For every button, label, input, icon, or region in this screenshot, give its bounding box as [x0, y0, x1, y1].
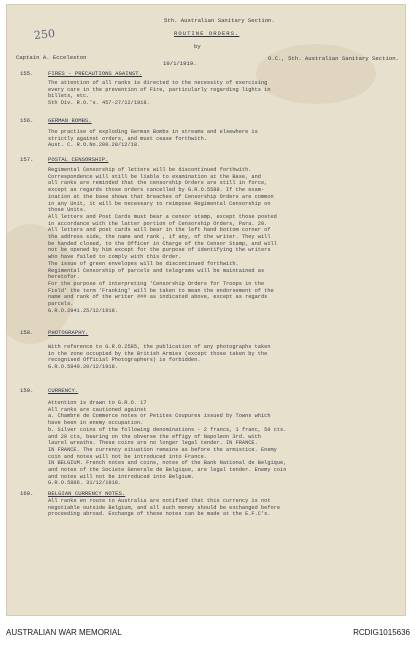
body-line: G.R.O.5840.20/12/1918.: [48, 364, 118, 371]
body-line: The attention of all ranks is directed to the necessity of exercising: [48, 80, 268, 86]
section-title: BELGIAN CURRENCY NOTES.: [48, 490, 126, 497]
body-line: Attention is drawn to G.R.O. 17: [48, 400, 147, 406]
body-line: All ranks are cautioned against: [48, 406, 147, 413]
body-line: all ranks are reminded that the censorship Orders are still in force,: [48, 180, 268, 187]
body-line: who have failed to comply with this Order.: [48, 254, 182, 261]
body-line: have been in enemy occupation.: [48, 420, 144, 427]
body-line: G.R.O.2941.25/12/1918.: [48, 307, 118, 314]
section-number: 159.: [20, 387, 34, 394]
section-number: 157.: [20, 156, 34, 163]
body-line: name and rank of the writer ### as indicated above, except as regards: [48, 294, 268, 301]
body-line: All ranks en route to Australia are notified that this currency is not: [48, 498, 271, 504]
body-line: in accordance with the latter portion of Censorship Orders, Para. 20.: [48, 220, 268, 227]
section-title: POSTAL CENSORSHIP.: [48, 156, 109, 163]
section-title: GERMAN BOMBS.: [48, 117, 92, 124]
body-line: proceeding abroad. Exchange of these notes can be made at the E.F.C's.: [48, 511, 271, 518]
body-line: Regimental Censorship of letters will be discontinued forthwith.: [48, 167, 252, 173]
body-line: recognised Official Photographers) is forbidden.: [48, 357, 201, 364]
body-line: not be opened by him except for the purpose of identifying the writers: [48, 247, 271, 254]
section-number: 158.: [20, 329, 34, 336]
body-line: IN BELGIUM. French notes and coins, notes of the Bank National de Belgique,: [48, 460, 287, 467]
section-body: [48, 167, 277, 314]
body-line: billets, etc.: [48, 93, 90, 100]
section-body: [48, 400, 286, 487]
body-line: heretofor.: [48, 274, 80, 281]
body-line: in any Unit, it will be necessary to reimpose Regimental Censorship on: [48, 200, 271, 207]
body-line: The practise of exploding German Bombs in streams and elsewhere is: [48, 129, 258, 135]
body-line: a. Chambre de Commerce notes or Petites Coupures issued by Towns which: [48, 413, 271, 420]
section-number: 156.: [20, 117, 34, 124]
body-line: Aust. C. R.O.No.200.28/12/18.: [48, 142, 141, 149]
archive-reference: RCDIG1015636: [353, 628, 410, 637]
section-title: PHOTOGRAPHY.: [48, 329, 89, 336]
body-line: every care in the prevention of Fire, particularly regarding lights in: [48, 86, 271, 93]
section-body: [48, 80, 271, 107]
body-line: those Units.: [48, 207, 87, 214]
body-line: laurel wreaths. These coins are no longer legal tender. IN FRANCE.: [48, 440, 258, 447]
order-date: 10/1/1919.: [163, 60, 197, 67]
paper-stain: [256, 44, 376, 104]
section-body: [48, 498, 280, 518]
archive-credit: AUSTRALIAN WAR MEMORIAL: [6, 628, 122, 637]
body-line: ination at the base shows that breaches of Censorship Orders are common: [48, 193, 274, 200]
section-number: 160.: [20, 490, 34, 497]
body-line: Correspondence will still be liable to examination at the Base, and: [48, 173, 261, 180]
body-line: in the zone occupied by the British Armies (except those taken by the: [48, 350, 268, 357]
body-line: except as regards those orders cancelled by G.R.O.5588. If the exam-: [48, 187, 265, 194]
section-number: 155.: [20, 70, 34, 77]
captain-name: Captain A. Ecceleston: [16, 54, 87, 61]
body-line: and 20 cts, bearing on the obverse the effigy of Napoleon 3rd. with: [48, 433, 261, 440]
body-line: All letters and post cards will bear in the left hand bottom corner of: [48, 227, 271, 234]
body-line: All letters and Post Cards must bear a censor stamp, except those posted: [48, 213, 277, 220]
by-label: by: [194, 43, 201, 50]
oc-signature-line: O.C., 5th. Australian Sanitary Section.: [268, 55, 399, 62]
body-line: be handed closed, to the Officer in Charge of the Censor Stamp, and will: [48, 240, 277, 247]
body-line: The issue of green envelopes will be discontinued forthwith.: [48, 260, 239, 267]
body-line: strictly against orders, and must cease forthwith.: [48, 135, 207, 142]
body-line: For the purpose of interpreting 'Censorship Orders for Troops in the: [48, 280, 265, 287]
body-line: Regimental Censorship of parcels and telegrams will be maintained as: [48, 267, 265, 274]
body-line: the address side, the name and rank , if any, of the writer. They will: [48, 234, 271, 241]
section-body: [48, 344, 271, 371]
document-page: [6, 4, 406, 616]
body-line: coin and notes will not be introduced into France.: [48, 453, 207, 460]
handwritten-folio-number: 250: [33, 26, 56, 43]
body-line: With reference to G.R.O.2585, the publication of any photographs taken: [48, 344, 271, 350]
section-body: [48, 129, 258, 149]
body-line: IN FRANCE. The currency situation remains as before the armistice. Enemy: [48, 446, 277, 453]
section-title: CURRENCY.: [48, 387, 79, 394]
section-title: FIRES - PRECAUTIONS AGAINST.: [48, 70, 142, 77]
body-line: negotiable outside Belgium, and all such money should be exchanged before: [48, 504, 281, 511]
body-line: 5th Div. R.O.'s. 457-27/12/1918.: [48, 100, 150, 107]
body-line: parcels.: [48, 301, 74, 308]
document-title: ROUTINE ORDERS.: [174, 30, 240, 37]
body-line: and notes will not be introduced into Belgium.: [48, 473, 195, 480]
body-line: b. Silver coins of the following denominations - 2 francs, 1 franc, 50 cts.: [48, 426, 287, 433]
unit-heading: 5th. Australian Sanitary Section.: [164, 17, 275, 24]
body-line: G.R.O.5886. 31/12/1918.: [48, 480, 122, 487]
body-line: Field' the term 'Franking' will be taken to mean the endorsement of the: [48, 287, 274, 294]
body-line: and notes of the Societe Generale de Belgique, are legal tender. Enemy coin: [48, 467, 287, 474]
